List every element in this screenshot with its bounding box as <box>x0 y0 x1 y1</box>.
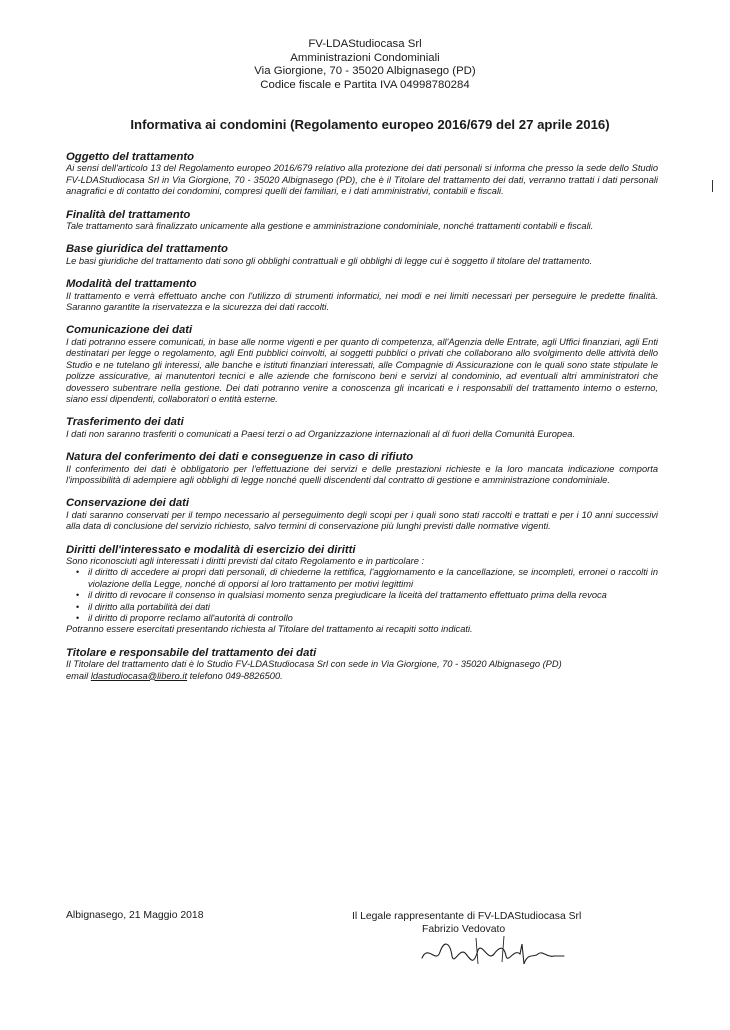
place-date: Albignasego, 21 Maggio 2018 <box>66 910 204 921</box>
list-item-text: il diritto alla portabilità dei dati <box>88 601 210 612</box>
section-title: Finalità del trattamento <box>66 208 191 221</box>
section-title: Modalità del trattamento <box>66 278 197 291</box>
section-modalita <box>66 278 658 313</box>
section-text: I dati non saranno trasferiti o comunicati a Paesi terzi o ad Organizzazione internazionali al di fuori della Comunità Europea. <box>66 428 576 439</box>
section-intro: Sono riconosciuti agli interessati i diritti previsti dal citato Regolamento e in particolare : <box>66 555 425 566</box>
document-body <box>66 151 658 693</box>
section-title: Titolare e responsabile del trattamento dei dati <box>66 646 317 659</box>
section-text: Il trattamento e verrà effettuato anche con l'utilizzo di strumenti informatici, nei modi e nei limiti necessari per perseguire le predette finalità. Saranno garantite la riservatezza e la sicurezza dei dati raccolti. <box>66 290 658 313</box>
company-subtitle: Amministrazioni Condominiali <box>290 51 440 64</box>
company-address: Via Giorgione, 70 - 35020 Albignasego (PD) <box>254 65 476 78</box>
bullet-icon: • <box>76 567 80 578</box>
list-item-text: il diritto di revocare il consenso in qualsiasi momento senza pregiudicare la liceità del trattamento effettuato prima della revoca <box>88 590 607 601</box>
list-item <box>76 601 658 613</box>
rights-list <box>66 567 658 624</box>
bullet-icon: • <box>76 590 80 601</box>
section-title: Comunicazione dei dati <box>66 324 193 337</box>
phone-text: telefono 049-8826500. <box>187 670 283 681</box>
section-oggetto <box>66 151 658 198</box>
email-label: email <box>66 670 91 681</box>
email-link[interactable]: ldastudiocasa@libero.it <box>90 670 188 681</box>
bullet-icon: • <box>76 613 80 623</box>
list-item <box>76 613 658 624</box>
section-base-giuridica <box>66 243 658 267</box>
scan-artifact <box>712 180 713 192</box>
handwritten-signature <box>418 934 568 974</box>
representative-name: Fabrizio Vedovato <box>422 924 506 935</box>
section-title: Trasferimento dei dati <box>66 416 184 429</box>
section-titolare <box>66 647 658 682</box>
section-natura <box>66 451 658 486</box>
list-item <box>76 590 658 601</box>
section-conservazione <box>66 497 658 532</box>
section-text: Le basi giuridiche del trattamento dati sono gli obblighi contrattuali e gli obblighi di legge cui è soggetto il titolare del trattamento. <box>66 255 593 266</box>
letterhead <box>0 38 730 92</box>
section-title: Diritti dell'interessato e modalità di esercizio dei diritti <box>66 543 356 556</box>
section-text: I dati saranno conservati per il tempo necessario al perseguimento degli scopi per i quali sono stati raccolti e trattati e per i 10 anni successivi alla data di conclusione del servizio richiesto, salvo termini di conservazione più lunghi previsti dalle normative vigenti. <box>66 509 658 532</box>
section-title: Conservazione dei dati <box>66 497 190 510</box>
company-name: FV-LDAStudiocasa Srl <box>308 38 422 50</box>
section-text: I dati potranno essere comunicati, in base alle norme vigenti e per quanto di competenza, all'Agenzia delle Entrate, agli Uffici finanziari, agli Enti destinatari per legge o regolamento, agli Enti pubblici coinvolti, ai soggetti pubblici o privati che collaborano allo svolgimento delle attività dello Studio e ne tutelano gli interessi, alle banche e istituti finanziari interessati, alle Compagnie di Assicurazione con le quali sono state stipulate le polizze assicurative, ai manutentori tecnici e alle aziende che forniscono beni e servizi al condominio, ad eventuali altri amministratori che dovessero subentrare nella gestione. Dei dati potranno venire a conoscenza gli incaricati e i responsabili del trattamento interno o esterno, siano essi dipendenti, collaboratori o entità esterne. <box>66 336 658 404</box>
section-trasferimento <box>66 416 658 440</box>
signature-block <box>352 910 612 936</box>
bullet-icon: • <box>76 601 80 612</box>
list-item-text: il diritto di accedere ai propri dati personali, di chiederne la rettifica, l'aggiornamento e la cancellazione, se incompleti, erronei o raccolti in violazione della Legge, nonché di opporsi al loro trattamento per motivi legittimi <box>88 567 658 589</box>
list-item-text: il diritto di proporre reclamo all'autorità di controllo <box>88 613 293 623</box>
section-text <box>66 659 658 682</box>
section-title: Oggetto del trattamento <box>66 151 195 163</box>
section-title: Base giuridica del trattamento <box>66 243 228 256</box>
section-text: Tale trattamento sarà finalizzato unicamente alla gestione e amministrazione condominiale, nonché trattamenti contabili e fiscali. <box>66 221 594 232</box>
list-item <box>76 567 658 590</box>
document-title: Informativa ai condomini (Regolamento europeo 2016/679 del 27 aprile 2016) <box>130 117 610 132</box>
section-title: Natura del conferimento dei dati e conseguenze in caso di rifiuto <box>66 451 414 464</box>
company-tax-id: Codice fiscale e Partita IVA 04998780284 <box>260 78 470 91</box>
section-text: Il conferimento dei dati è obbligatorio per l'effettuazione dei servizi e delle prestazioni richieste e la loro mancata indicazione comporta l'impossibilità di adempiere agli obblighi di legge nonché quelli discendenti dal contratto di gestione e amministrazione condominiale. <box>66 463 658 485</box>
section-finalita <box>66 209 658 233</box>
section-outro: Potranno essere esercitati presentando richiesta al Titolare del trattamento ai recapiti sotto indicati. <box>66 624 473 635</box>
legal-representative-label: Il Legale rappresentante di FV-LDAStudiocasa Srl <box>352 911 582 922</box>
section-diritti <box>66 544 658 636</box>
section-text: Ai sensi dell'articolo 13 del Regolamento europeo 2016/679 relativo alla protezione dei dati personali si informa che presso la sede dello Studio FV-LDAStudiocasa Srl in Via Giorgione, 70 - 35020 Albignasego (PD), che è il Titolare del trattamento dei dati, verranno trattati i dati personali anagrafici e di contatto dei condomini, compresi quelli dei familiari, e i dati amministrativi, contabili e fiscali. <box>66 163 658 197</box>
titolare-text: Il Titolare del trattamento dati è lo Studio FV-LDAStudiocasa Srl con sede in Via Giorgione, 70 - 35020 Albignasego (PD) <box>66 659 562 670</box>
section-comunicazione <box>66 324 658 405</box>
